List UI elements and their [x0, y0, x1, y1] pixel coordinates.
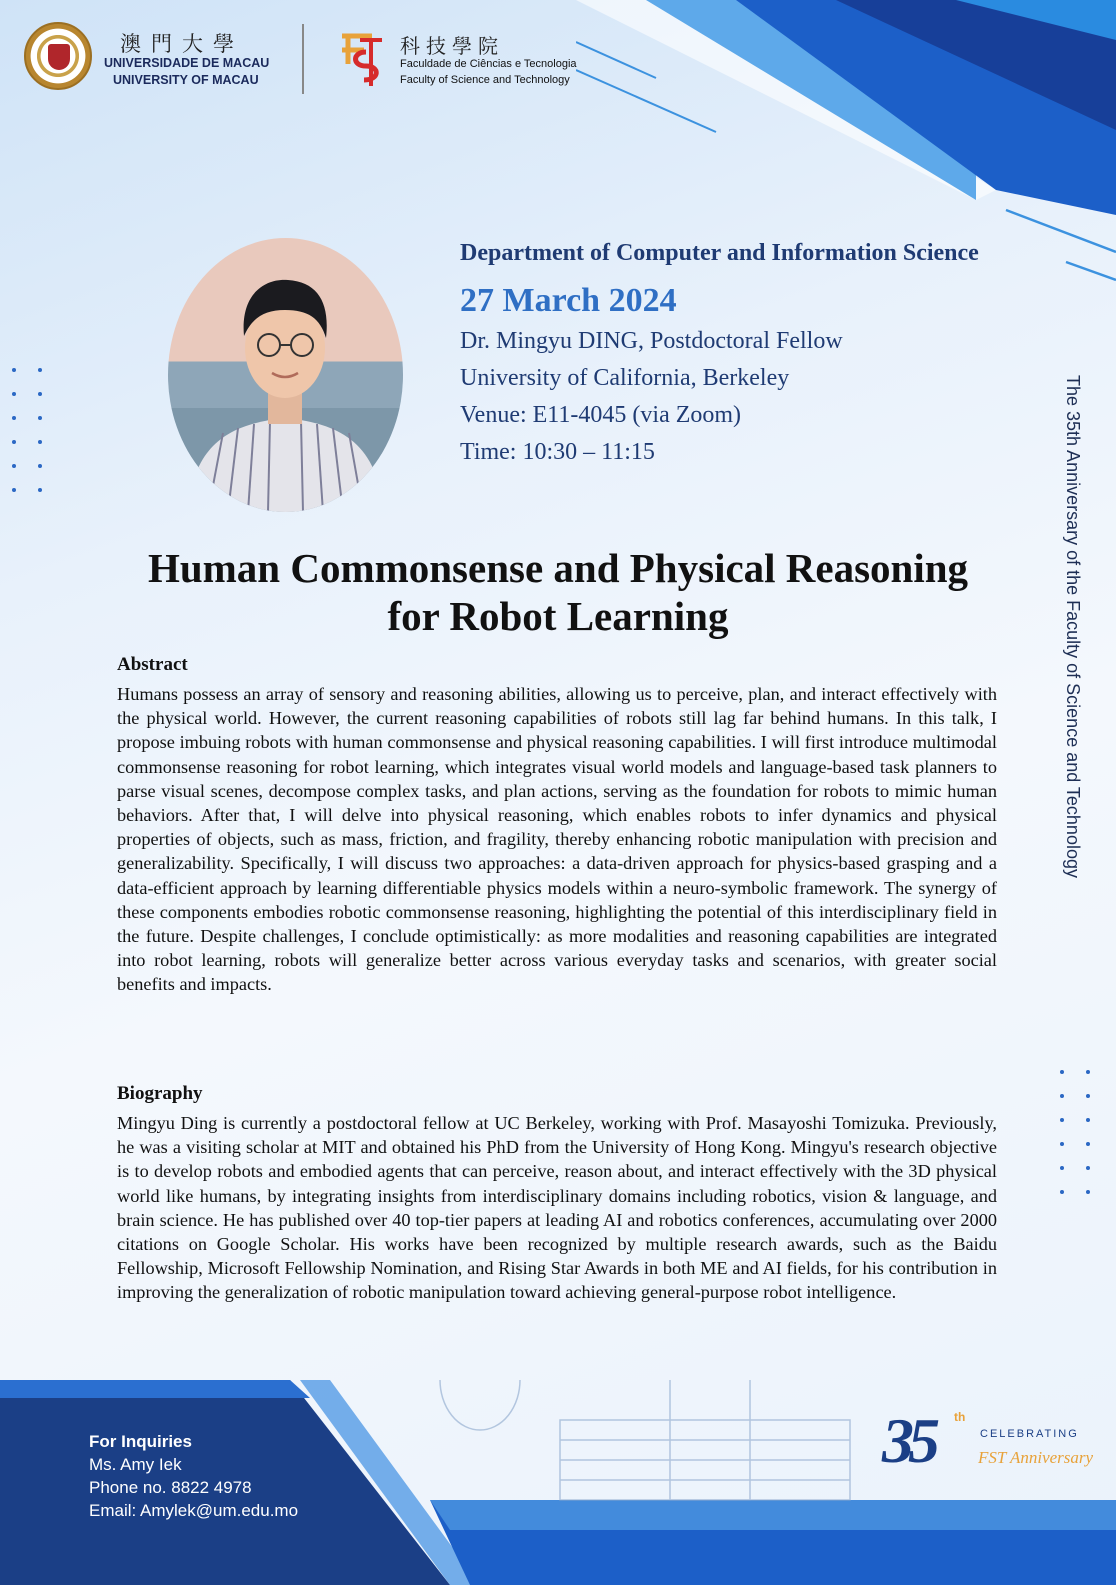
- fst-name-portuguese: Faculdade de Ciências e Tecnologia: [400, 58, 577, 70]
- speaker-name: Dr. Mingyu DING, Postdoctoral Fellow: [460, 328, 843, 354]
- header-divider: [302, 24, 304, 94]
- abstract-heading: Abstract: [117, 654, 188, 675]
- speaker-photo: [168, 238, 403, 512]
- anniversary-suffix: th: [954, 1410, 966, 1424]
- biography-heading: Biography: [117, 1083, 203, 1104]
- um-name-chinese: 澳門大學: [120, 32, 244, 56]
- fst-name-english: Faculty of Science and Technology: [400, 74, 570, 86]
- fst-35th-anniversary-logo: [882, 1405, 1102, 1488]
- abstract-body: Humans possess an array of sensory and reasoning abilities, allowing us to perceive, plan, and interact effectively with the physical world. However, the current reasoning capabilities of robots still lag far behind humans. In this talk, I propose imbuing robots with human commonsense and physical reasoning capabilities. I will first introduce multimodal commonsense reasoning for robot learning, which integrates visual world models and language-based task planners to parse visual scenes, decompose complex tasks, and plan actions, serving as the foundation for robots to mimic human behaviors. After that, I will delve into physical reasoning, which enables robots to infer dynamics and physical properties of objects, such as mass, friction, and fragility, thereby enhancing robotic manipulation with precision and generalizability. Specifically, I will discuss two approaches: a data-driven approach for physics-based grasping and a data-efficient approach by learning differentiable physics models within a neuro-symbolic framework. The synergy of these components embodies robotic commonsense reasoning, highlighting the potential of this interdisciplinary field in the future. Despite challenges, I conclude optimistically: as more modalities and reasoning capabilities are integrated into robot learning, robots will generalize better across various everyday tasks and scenarios, with greater social benefits and impacts.: [117, 684, 997, 995]
- um-name-portuguese: UNIVERSIDADE DE MACAU: [104, 56, 270, 70]
- um-name-english: UNIVERSITY OF MACAU: [113, 73, 259, 87]
- anniversary-label: FST Anniversary: [978, 1448, 1094, 1467]
- university-of-macau-seal: [24, 22, 92, 90]
- inquiries-email[interactable]: Email: Amylek@um.edu.mo: [89, 1501, 299, 1520]
- decorative-dots-right: [1060, 1070, 1090, 1200]
- inquiries-contact-name: Ms. Amy Iek: [89, 1455, 182, 1474]
- department-name: Department of Computer and Information Science: [460, 240, 979, 266]
- inquiries-phone: Phone no. 8822 4978: [89, 1478, 252, 1497]
- inquiries-heading: For Inquiries: [89, 1432, 192, 1451]
- fst-name-chinese: 科技學院: [400, 34, 504, 58]
- talk-title-line-2: for Robot Learning: [387, 593, 729, 639]
- biography-body: Mingyu Ding is currently a postdoctoral fellow at UC Berkeley, working with Prof. Masayoshi Tomizuka. Previously, he was a visiting scholar at MIT and obtained his PhD from the University of Hong Kong. Mingyu's research objective is to develop robots and embodied agents that can perceive, reason about, and interact effectively with the 3D physical world like humans, by integrating insights from interdisciplinary domains including robotics, vision & language, and brain science. He has published over 40 top-tier papers at leading AI and robotics conferences, accumulating over 2000 citations on Google Scholar. His works have been recognized by multiple research awards, such as the Baidu Fellowship, Microsoft Fellowship Nomination, and Rising Star Awards in both ME and AI fields, for his contribution in improving the generalization of robotic manipulation toward achieving general-purpose robot intelligence.: [117, 1113, 997, 1303]
- anniversary-celebrating: CELEBRATING: [980, 1428, 1079, 1440]
- event-venue: Venue: E11-4045 (via Zoom): [460, 402, 742, 428]
- talk-title-line-1: Human Commonsense and Physical Reasoning: [147, 545, 969, 591]
- event-date: 27 March 2024: [460, 282, 677, 319]
- speaker-affiliation: University of California, Berkeley: [460, 365, 790, 391]
- talk-title: [40, 544, 1076, 640]
- event-time: Time: 10:30 – 11:15: [460, 439, 655, 465]
- anniversary-number: 35: [882, 1405, 934, 1476]
- fst-logo: [338, 30, 384, 88]
- anniversary-side-text: The 35th Anniversary of the Faculty of Science and Technology: [1063, 375, 1083, 878]
- decorative-dots-left: [12, 368, 42, 498]
